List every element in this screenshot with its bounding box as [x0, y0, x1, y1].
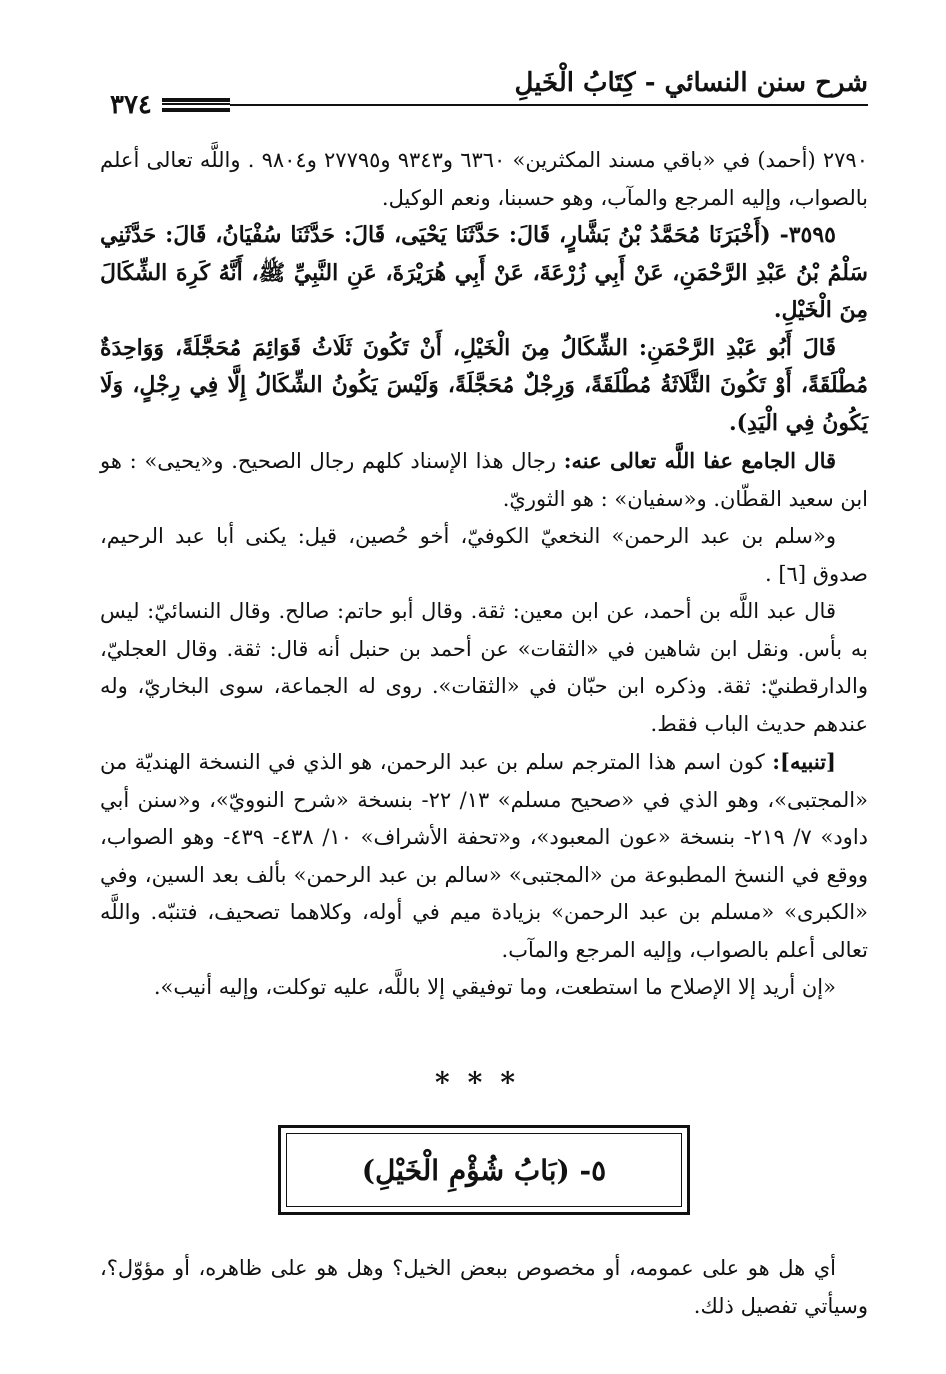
section-separator: *** [435, 1066, 533, 1099]
paragraph-closing: «إن أريد إلا الإصلاح ما استطعت، وما توفيقي إلا باللَّه، عليه توكلت، وإليه أنيب». [153, 975, 836, 999]
running-title: شرح سنن النسائي - كِتَابُ الْخَيلِ [514, 68, 868, 98]
paragraph-explanation: قَالَ أَبُو عَبْدِ الرَّحْمَنِ: الشِّكَالُ مِنَ الْخَيْلِ، أَنْ تَكُونَ ثَلَاثُ قَوَائِمَ مُحَجَّلَةً، وَوَاحِدَةٌ مُطْلَقَةً، أَوْ تَكُونَ الثَّلَاثَةُ مُطْلَقَةً، وَرِجْلٌ مُحَجَّلَةً، وَلَيْسَ يَكُونُ الشِّكَالُ إِلَّا فِي رِجْلٍ، وَلَا يَكُونُ فِي الْيَدِ). [100, 334, 868, 436]
chapter-heading: ٥- (بَابُ شُؤْمِ الْخَيْلِ) [286, 1133, 682, 1207]
paragraph-jami [100, 442, 868, 518]
chapter-intro [100, 1250, 868, 1325]
paragraph-notice [100, 743, 868, 969]
main-text [100, 142, 868, 1007]
paragraph-notice-text: كون اسم هذا المترجم سلم بن عبد الرحمن، هو الذي في النسخة الهنديّة من «المجتبى»، وهو الذي في «صحيح مسلم» ١٣/ ٢٢- بنسخة «شرح النوويّ»، و«سنن أبي داود» ٧/ ٢١٩- بنسخة «عون المعبود»، و«تحفة الأشراف» ١٠/ ٤٣٨- ٤٣٩- وهو الصواب، ووقع في النسخ المطبوعة من «المجتبى» «سالم بن عبد الرحمن» بألف بعد السين، وفي «الكبرى» «مسلم بن عبد الرحمن» بزيادة ميم في أوله، وكلاهما تصحيف، فتنبّه. واللَّه تعالى أعلم بالصواب، وإليه المرجع والمآب. [100, 750, 868, 962]
page-number-ornament [162, 98, 230, 112]
paragraph-notice-lead: [تنبيه]: [772, 749, 836, 774]
paragraph-takhrij: ٢٧٩٠ (أحمد) في «باقي مسند المكثرين» ٦٣٦٠ و٩٣٤٣ و٢٧٧٩٥ و٩٨٠٤ . واللَّه تعالى أعلم بالصواب، وإليه المرجع والمآب، وهو حسبنا، ونعم الوكيل. [100, 148, 868, 210]
page-number-block [100, 90, 230, 120]
paragraph-jami-text: رجال هذا الإسناد كلهم رجال الصحيح. و«يحيى» : هو ابن سعيد القطّان. و«سفيان» : هو الثوريّ. [100, 449, 868, 511]
book-page [100, 60, 868, 1360]
chapter-intro-text: أي هل هو على عمومه، أو مخصوص ببعض الخيل؟ وهل هو على ظاهره، أو مؤوّل؟، وسيأتي تفصيل ذلك. [100, 1256, 868, 1318]
paragraph-hadith: ٣٥٩٥- (أَخْبَرَنَا مُحَمَّدُ بْنُ بَشَّارٍ، قَالَ: حَدَّثَنَا يَحْيَى، قَالَ: حَدَّثَنَا سُفْيَانُ، قَالَ: حَدَّثَنِي سَلْمُ بْنُ عَبْدِ الرَّحْمَنِ، عَنْ أَبِي زُرْعَةَ، عَنْ أَبِي هُرَيْرَةَ، عَنِ النَّبِيِّ ﷺ، أَنَّهُ كَرِهَ الشِّكَالَ مِنَ الْخَيْلِ. [100, 222, 868, 323]
paragraph-narrator: و«سلم بن عبد الرحمن» النخعيّ الكوفيّ، أخو حُصين، قيل: يكنى أبا عبد الرحيم، صدوق [٦] . [100, 524, 868, 586]
paragraph-jami-lead: قال الجامع عفا اللَّه تعالى عنه: [563, 448, 837, 473]
page-header [100, 60, 868, 122]
paragraph-grading: قال عبد اللَّه بن أحمد، عن ابن معين: ثقة. وقال أبو حاتم: صالح. وقال النسائيّ: ليس به بأس. ونقل ابن شاهين في «الثقات» عن أحمد بن حنبل أنه قال: ثقة. وقال العجليّ، والدارقطنيّ: ثقة. وذكره ابن حبّان في «الثقات». روى له الجماعة، سوى البخاريّ، وله عندهم حديث الباب فقط. [100, 599, 868, 736]
chapter-heading-box [278, 1125, 690, 1215]
page-number: ٣٧٤ [110, 90, 152, 120]
